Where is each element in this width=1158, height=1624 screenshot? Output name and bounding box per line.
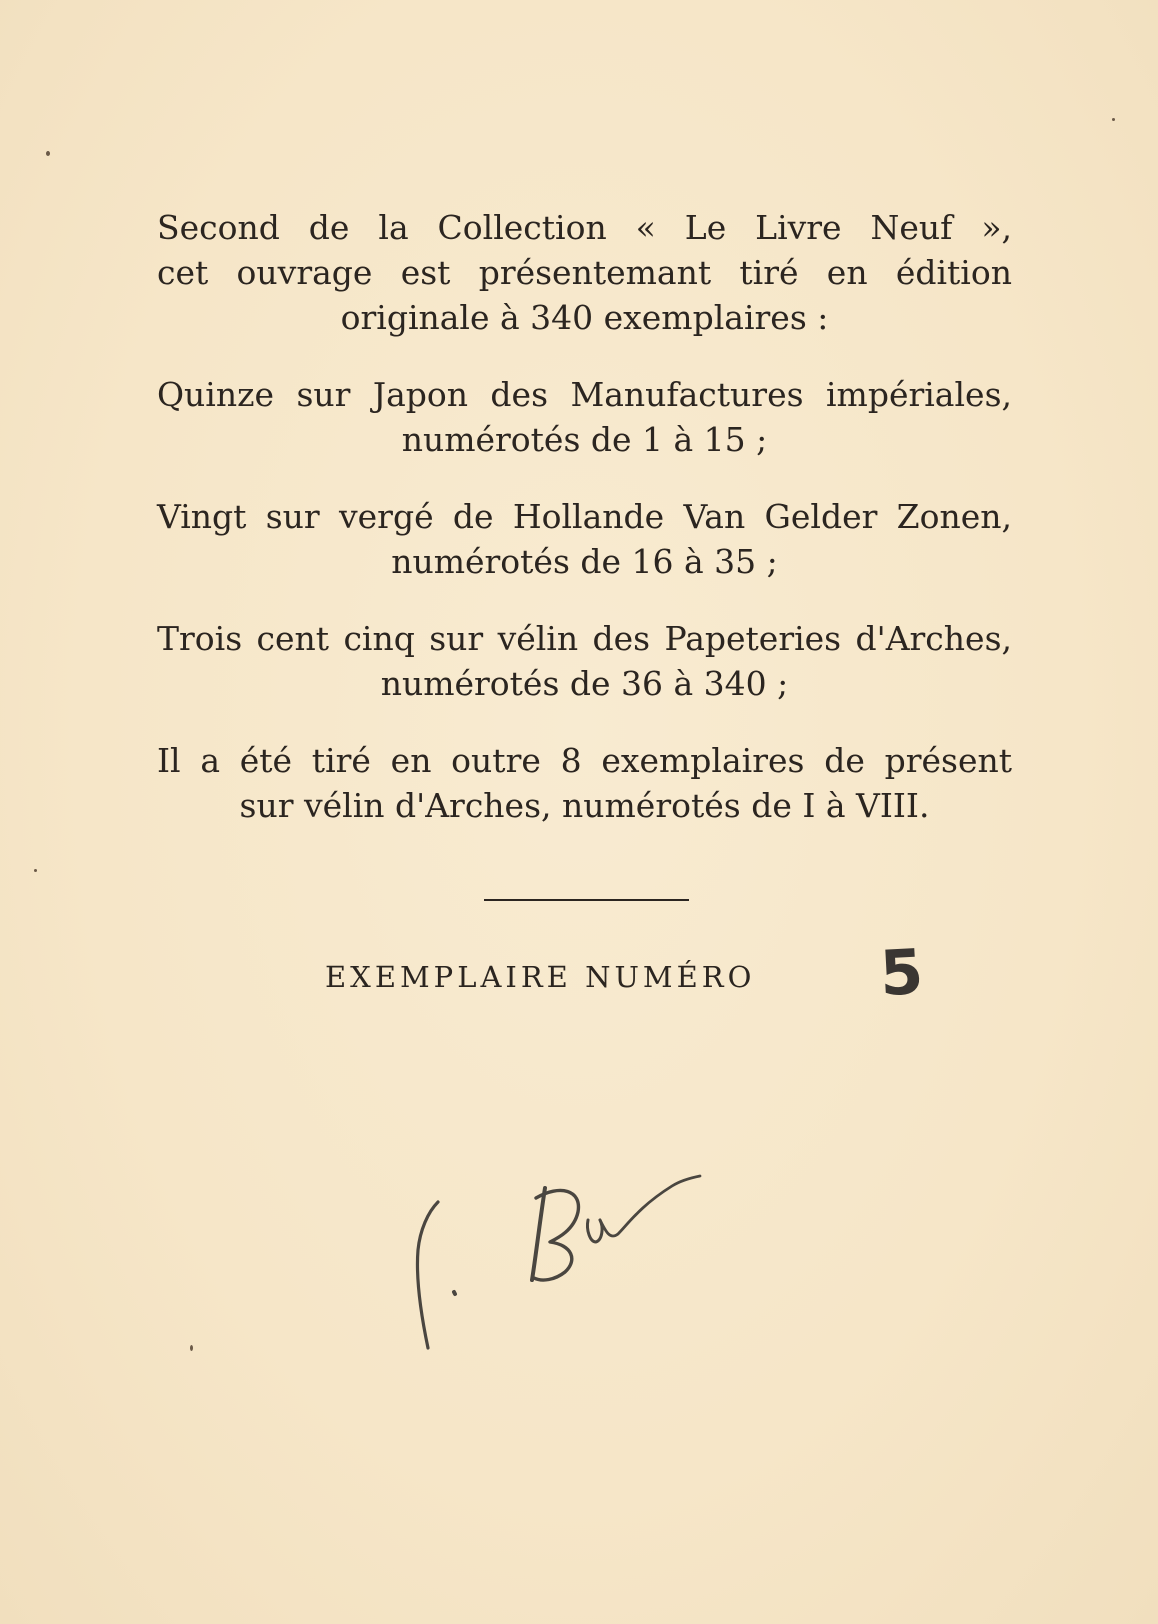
justification-de-tirage (157, 205, 1012, 860)
divider-rule (484, 899, 689, 901)
paper-speck (46, 151, 50, 156)
handwritten-signature (410, 1150, 730, 1360)
text-line: originale à 340 exemplaires : (340, 298, 829, 337)
copy-number-value: 5 (878, 934, 925, 1011)
paragraph-japon (157, 372, 1012, 462)
text-line: numérotés de 16 à 35 ; (391, 542, 778, 581)
text-line: Vingt sur vergé de Hollande Van Gelder Zonen, (157, 497, 1012, 536)
copy-number-label: EXEMPLAIRE NUMÉRO (325, 960, 756, 994)
text-line: Il a été tiré en outre 8 exemplaires de présent (157, 741, 1012, 780)
paper-speck (1112, 118, 1115, 121)
text-line: Trois cent cinq sur vélin des Papeteries d'Arches, (157, 619, 1012, 658)
copy-number (325, 934, 965, 1011)
paragraph-hollande (157, 494, 1012, 584)
paper-speck (190, 1345, 193, 1351)
text-line: Quinze sur Japon des Manufactures impériales, (157, 375, 1012, 414)
text-line: numérotés de 1 à 15 ; (401, 420, 768, 459)
paragraph-velin (157, 616, 1012, 706)
text-line: sur vélin d'Arches, numérotés de I à VIII. (239, 786, 930, 825)
paper-speck (34, 869, 37, 872)
paragraph-present (157, 738, 1012, 828)
text-line: cet ouvrage est présentemant tiré en édition (157, 253, 1012, 292)
paragraph-edition (157, 205, 1012, 340)
text-line: numérotés de 36 à 340 ; (380, 664, 789, 703)
text-line: Second de la Collection « Le Livre Neuf », (157, 208, 1012, 247)
